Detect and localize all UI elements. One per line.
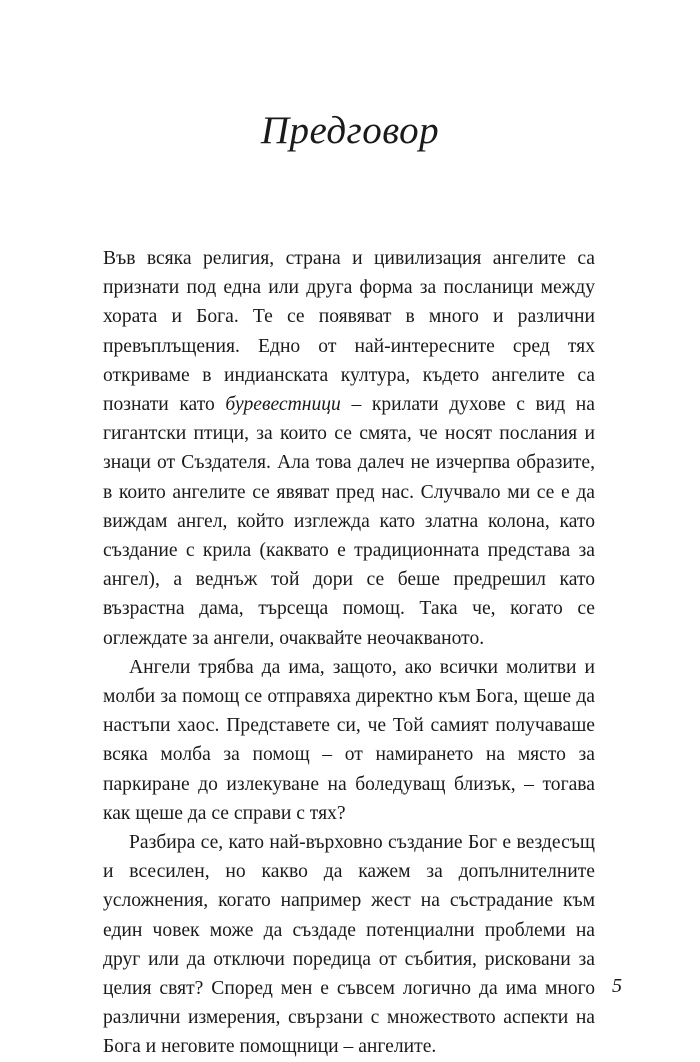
paragraph-2: Ангели трябва да има, защото, ако всички молитви и молби за помощ се отправяха директно към Бога, щеше да настъпи хаос. Представете си, че Той самият получаваше всяка молба за помощ – от намирането на място за паркиране до излекуване на боледуващ близък, – тогава как щеше да се справи с тях? (103, 656, 595, 824)
chapter-title: Предговор (260, 109, 440, 152)
paragraph-3: Разбира се, като най-върховно създание Бог е вездесъщ и всесилен, но какво да кажем за допълнителните усложнения, когато например жест на състрадание към един човек може да създаде потенциални проблеми на друг или да отключи поредица от събития, рисковани за целия свят? Според мен е съвсем логично да има много различни измерения, свързани с множеството аспекти на Бога и неговите помощници – ангелите. (103, 832, 595, 1058)
italic-term: буревестници (225, 394, 341, 416)
body-text (103, 244, 595, 1062)
paragraph-1 (103, 244, 595, 653)
paragraph-1-text-start: Във всяка религия, страна и цивилизация ангелите са признати под една или друга форма за посланици между хората и Бога. Те се появяват в много и различни превъплъщения. Едно от най-интересните сред тях откриваме в индианската култура, където ангелите са познати като (103, 248, 595, 416)
paragraph-1-text-end: – крилати духове с вид на гигантски птици, за които се смята, че носят послания и знаци от Създателя. Ала това далеч не изчерпва образите, в които ангелите се явяват пред нас. Случвало ми се е да виждам ангел, който изглежда като златна колона, като създание с крила (каквато е традиционната представа за ангел), а веднъж той дори се беше предрешил като възрастна дама, търсеща помощ. Така че, когато се оглеждате за ангели, очаквайте неочакваното. (103, 394, 595, 649)
page-number: 5 (612, 975, 622, 997)
